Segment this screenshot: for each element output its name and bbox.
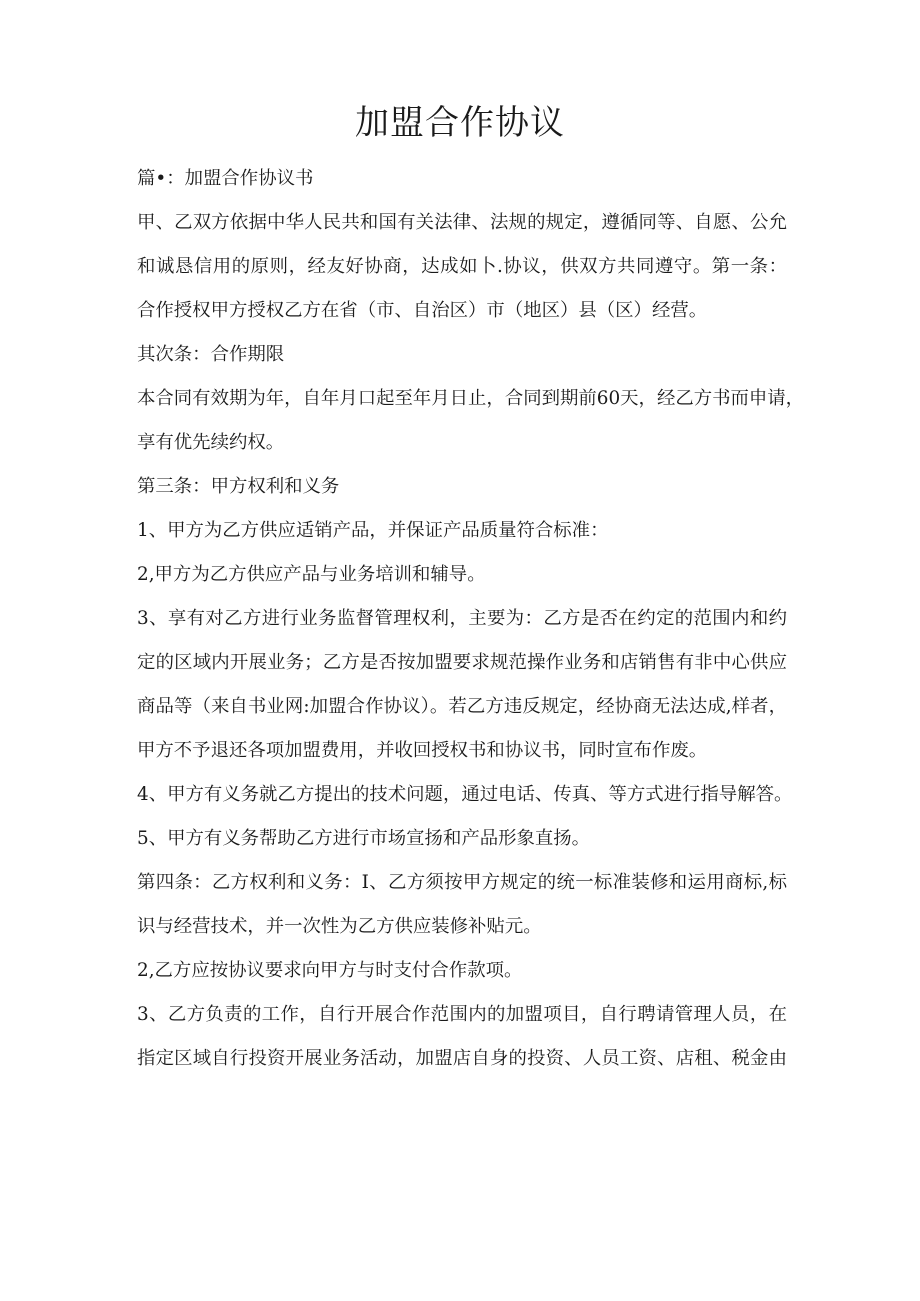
line-text: 识与经营技术，并一次性为乙方供应装修补贴元。: [137, 916, 542, 937]
text-line: [137, 817, 797, 861]
text-line: [137, 421, 797, 465]
line-text: 篇•：加盟合作协议书: [137, 168, 314, 189]
text-line: [137, 1037, 797, 1081]
line-text: 3、享有对乙方进行业务监督管理权利，主要为：乙方是否在约定的范围内和约: [137, 608, 787, 629]
line-text: 1、甲方为乙方供应适销产品，并保证产品质量符合标准：: [137, 520, 609, 541]
text-line: [137, 597, 797, 641]
line-text: 其次条：合作期限: [137, 344, 285, 365]
line-text: 本合同有效期为年，自年月口起至年月日止，合同到期前60天，经乙方书而申请，: [137, 388, 805, 409]
text-line: [137, 773, 797, 817]
line-text: 3、乙方负责的工作，自行开展合作范围内的加盟项目，自行聘请管理人员，在: [137, 1004, 787, 1025]
line-text: 第四条：乙方权利和义务：I、乙方须按甲方规定的统一标准装修和运用商标,标: [137, 872, 787, 893]
line-text: 享有优先续约权。: [137, 432, 285, 453]
document-title: 加盟合作协议: [355, 103, 565, 143]
document-body: [137, 157, 805, 1081]
text-line: [137, 245, 797, 289]
text-line: [137, 333, 797, 377]
line-text: 2,乙方应按协议要求向甲方与时支付合作款项。: [137, 960, 523, 981]
text-line: [137, 377, 805, 421]
text-line: [137, 509, 797, 553]
line-text: 甲方不予退还各项加盟费用，并收回授权书和协议书，同时宣布作废。: [137, 740, 708, 761]
text-line: [137, 729, 797, 773]
line-text: 定的区域内开展业务；乙方是否按加盟要求规范操作业务和店销售有非中心供应: [137, 652, 787, 673]
text-line: [137, 685, 797, 729]
line-text: 甲、乙双方依据中华人民共和国有关法律、法规的规定，遵循同等、自愿、公允: [137, 212, 787, 233]
text-line: [137, 905, 797, 949]
text-line: [137, 157, 797, 201]
line-text: 指定区域自行投资开展业务活动，加盟店自身的投资、人员工资、店租、税金由: [137, 1048, 787, 1069]
line-text: 第三条：甲方权利和义务: [137, 476, 340, 497]
text-line: [137, 553, 797, 597]
text-line: [137, 949, 797, 993]
text-line: [137, 861, 797, 905]
text-line: [137, 465, 797, 509]
text-line: [137, 289, 797, 333]
line-text: 商品等（来自书业网:加盟合作协议）。若乙方违反规定，经协商无法达成,样者，: [137, 696, 787, 717]
line-text: 和诚恳信用的原则，经友好协商，达成如卜.协议，供双方共同遵守。第一条：: [137, 256, 787, 277]
line-text: 5、甲方有义务帮助乙方进行市场宣扬和产品形象直扬。: [137, 828, 591, 849]
text-line: [137, 993, 797, 1037]
text-line: [137, 201, 797, 245]
line-text: 2,甲方为乙方供应产品与业务培训和辅导。: [137, 564, 486, 585]
text-line: [137, 641, 797, 685]
line-text: 4、甲方有义务就乙方提出的技术问题，通过电话、传真、等方式进行指导解答。: [137, 784, 793, 805]
line-text: 合作授权甲方授权乙方在省（市、自治区）市（地区）县（区）经营。: [137, 300, 708, 321]
